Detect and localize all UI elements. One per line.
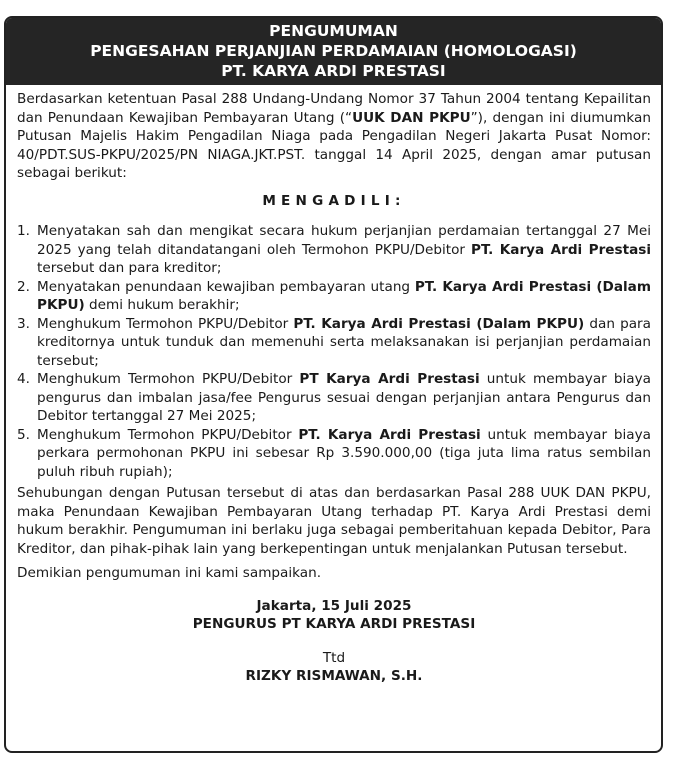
- item-text: untuk membayar biaya perkara permohonan PKPU ini sebesar Rp 3.590.000,00 (tiga juta lima ratus sembilan puluh ribuh rupiah);: [37, 426, 651, 480]
- intro-text-end: ”), dengan ini diumumkan Putusan Majelis Hakim Pengadilan Niaga pada Pengadilan Negeri Jakarta Pusat Nomor: 40/PDT.SUS-PKPU/2025/PN NIAGA.JKT.PST. tanggal 14 April 2025, dengan amar putusan sebagai berikut:: [17, 109, 651, 181]
- item-text: demi hukum berakhir;: [84, 297, 240, 313]
- list-item: [17, 426, 651, 482]
- item-bold: PT. Karya Ardi Prestasi: [471, 241, 652, 258]
- announcement-body: [6, 85, 661, 686]
- item-text: untuk membayar biaya pengurus dan imbalan jasa/fee Pengurus sesuai dengan perjanjian antara Pengurus dan Debitor tertanggal 27 Mei 2025;: [37, 371, 651, 424]
- item-number: 2.: [17, 278, 30, 295]
- announcement-box: [4, 16, 663, 753]
- item-number: 1.: [17, 223, 30, 239]
- place-date: Jakarta, 15 Juli 2025: [256, 597, 412, 614]
- header-company: PT. KARYA ARDI PRESTASI: [221, 62, 446, 80]
- item-text: Menyatakan penundaan kewajiban pembayaran utang: [37, 278, 415, 295]
- item-text: Menghukum Termohon PKPU/Debitor: [37, 371, 300, 387]
- issuer-name: PENGURUS PT KARYA ARDI PRESTASI: [192, 616, 476, 632]
- header-title: PENGUMUMAN: [269, 22, 398, 40]
- signer-name: RIZKY RISMAWAN, S.H.: [245, 668, 423, 684]
- intro-text-start: Berdasarkan ketentuan Pasal 288 Undang-Undang Nomor 37 Tahun 2004 tentang Kepailitan dan Penundaan Kewajiban Pembayaran Utang (“: [17, 91, 651, 126]
- item-number: 4.: [17, 371, 30, 387]
- item-bold: PT Karya Ardi Prestasi: [299, 371, 480, 387]
- item-text: Menyatakan sah dan mengikat secara hukum perjanjian perdamaian tertanggal 27 Mei 2025 yang telah ditandatangani oleh Termohon PKPU/Debitor: [37, 223, 651, 258]
- signature-mark: Ttd: [322, 649, 346, 666]
- item-text: Menghukum Termohon PKPU/Debitor: [37, 315, 294, 332]
- item-text: tersebut dan para kreditor;: [37, 260, 222, 276]
- closing-paragraph: Demikian pengumuman ini kami sampaikan.: [17, 565, 322, 581]
- intro-paragraph: [17, 90, 651, 183]
- list-item: [17, 315, 651, 371]
- announcement-header: [6, 18, 661, 85]
- item-number: 3.: [17, 315, 30, 332]
- mengadili-heading: MENGADILI:: [262, 192, 406, 209]
- intro-bold-term: UUK DAN PKPU: [352, 109, 471, 126]
- item-bold: PT. Karya Ardi Prestasi (Dalam PKPU): [293, 315, 585, 332]
- list-item: [17, 278, 651, 315]
- item-bold: PT. Karya Ardi Prestasi (Dalam PKPU): [37, 278, 651, 313]
- item-text: dan para kreditornya untuk tunduk dan memenuhi serta melaksanakan isi perjanjian perdamaian tersebut;: [37, 315, 651, 369]
- ruling-list: [17, 222, 651, 481]
- item-text: Menghukum Termohon PKPU/Debitor: [37, 426, 299, 443]
- list-item: [17, 370, 651, 426]
- item-number: 5.: [17, 426, 30, 443]
- header-subtitle: PENGESAHAN PERJANJIAN PERDAMAIAN (HOMOLOGASI): [90, 42, 577, 60]
- list-item: [17, 222, 651, 278]
- item-bold: PT. Karya Ardi Prestasi: [298, 426, 481, 443]
- followup-paragraph: Sehubungan dengan Putusan tersebut di atas dan berdasarkan Pasal 288 UUK DAN PKPU, maka Penundaan Kewajiban Pembayaran Utang terhadap PT. Karya Ardi Prestasi demi hukum berakhir. Pengumuman ini berlaku juga sebagai pemberitahuan kepada Debitor, Para Kreditor, dan pihak-pihak lain yang berkepentingan untuk menjalankan Putusan tersebut.: [17, 485, 651, 557]
